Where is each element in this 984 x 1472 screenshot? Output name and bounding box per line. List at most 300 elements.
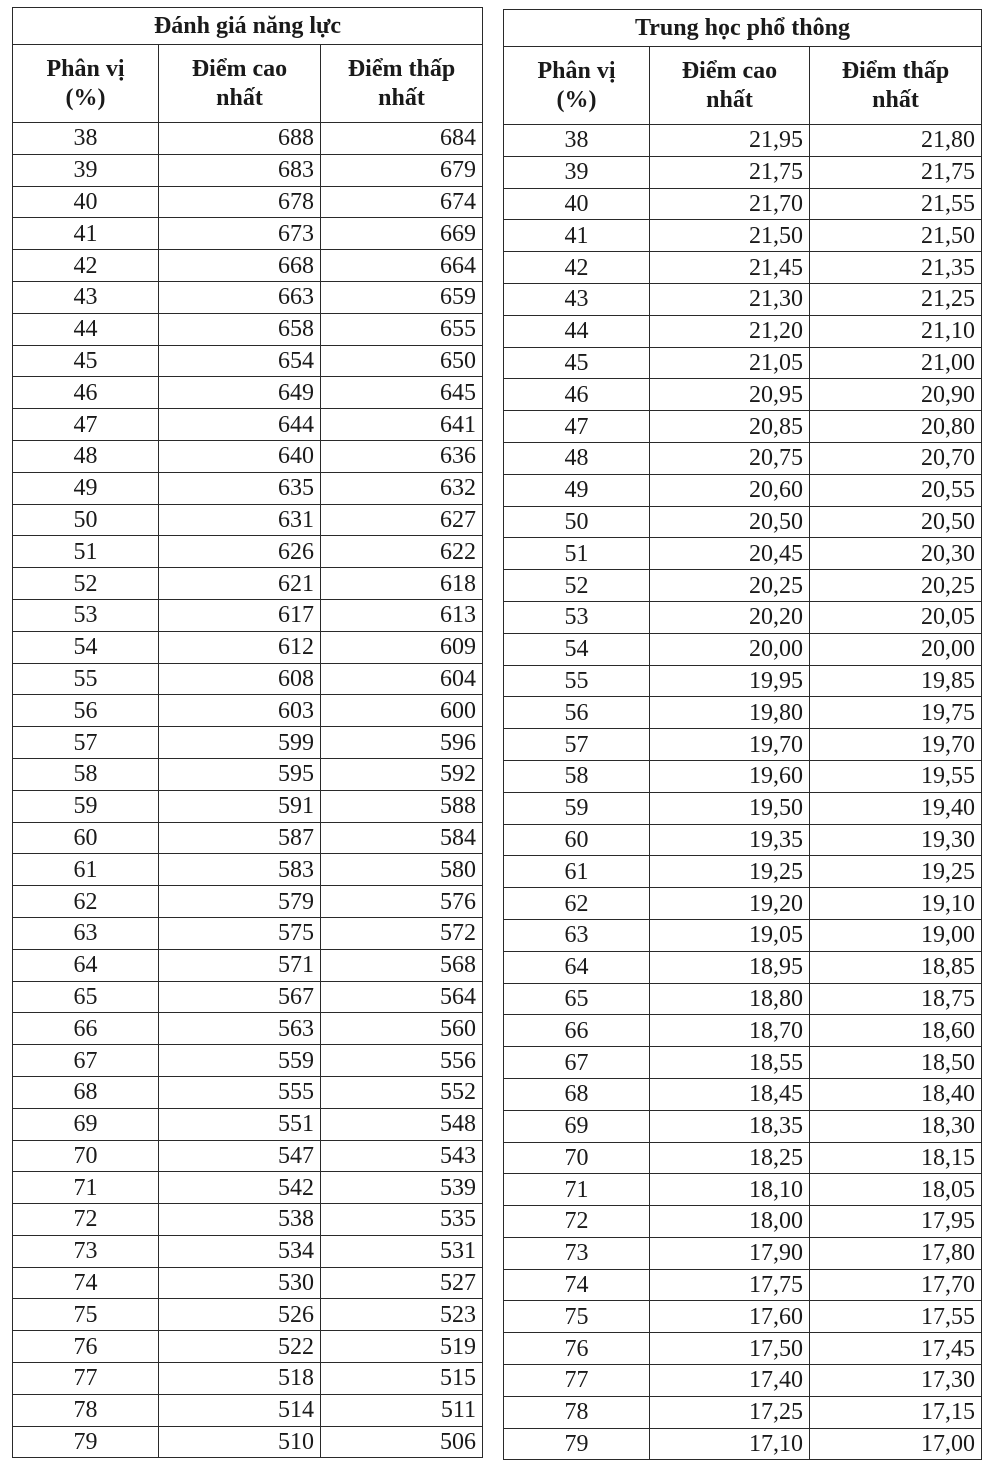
cell-diem-cao-nhat: 649 [159,377,321,409]
cell-phan-vi: 77 [13,1363,159,1395]
cell-diem-cao-nhat: 20,75 [650,442,810,474]
cell-phan-vi: 48 [13,440,159,472]
table-row [504,474,982,506]
cell-phan-vi: 50 [13,504,159,536]
cell-diem-thap-nhat: 17,80 [810,1237,982,1269]
table-row [13,790,483,822]
cell-phan-vi: 76 [13,1331,159,1363]
cell-diem-thap-nhat: 543 [321,1140,483,1172]
table-row [504,760,982,792]
cell-phan-vi: 79 [13,1426,159,1458]
table-row [13,568,483,600]
table-danh-gia-nang-luc [12,7,483,1458]
cell-diem-thap-nhat: 523 [321,1299,483,1331]
table-row [504,1333,982,1365]
cell-diem-thap-nhat: 17,70 [810,1269,982,1301]
cell-phan-vi: 39 [504,156,650,188]
cell-phan-vi: 68 [13,1076,159,1108]
cell-diem-cao-nhat: 518 [159,1363,321,1395]
cell-diem-thap-nhat: 600 [321,695,483,727]
cell-diem-cao-nhat: 595 [159,758,321,790]
cell-phan-vi: 74 [504,1269,650,1301]
cell-diem-thap-nhat: 664 [321,250,483,282]
table-row [13,1108,483,1140]
cell-diem-cao-nhat: 19,70 [650,729,810,761]
cell-phan-vi: 62 [504,888,650,920]
header-line: nhất [872,86,919,113]
cell-diem-cao-nhat: 17,75 [650,1269,810,1301]
header-line: Phân vị [537,57,616,84]
cell-phan-vi: 73 [504,1237,650,1269]
cell-diem-thap-nhat: 19,70 [810,729,982,761]
cell-diem-cao-nhat: 19,35 [650,824,810,856]
header-line: (%) [65,84,106,111]
column-header-diem-thap-nhat [321,45,483,123]
table-row [504,601,982,633]
table-row [13,599,483,631]
table-body [13,123,483,1458]
cell-diem-thap-nhat: 511 [321,1394,483,1426]
cell-diem-thap-nhat: 21,25 [810,283,982,315]
cell-diem-cao-nhat: 514 [159,1394,321,1426]
column-header-diem-cao-nhat [650,47,810,125]
cell-diem-thap-nhat: 20,50 [810,506,982,538]
table-row [13,1045,483,1077]
table-row [13,1235,483,1267]
table-row [504,729,982,761]
cell-diem-thap-nhat: 20,00 [810,633,982,665]
cell-phan-vi: 52 [504,570,650,602]
cell-diem-thap-nhat: 20,30 [810,538,982,570]
cell-diem-thap-nhat: 17,45 [810,1333,982,1365]
cell-diem-cao-nhat: 547 [159,1140,321,1172]
table-row [13,917,483,949]
cell-diem-cao-nhat: 21,30 [650,283,810,315]
cell-phan-vi: 41 [13,218,159,250]
cell-diem-thap-nhat: 18,05 [810,1174,982,1206]
cell-diem-cao-nhat: 20,60 [650,474,810,506]
cell-diem-cao-nhat: 575 [159,917,321,949]
table-row [504,983,982,1015]
cell-diem-cao-nhat: 21,05 [650,347,810,379]
cell-diem-thap-nhat: 622 [321,536,483,568]
cell-diem-thap-nhat: 527 [321,1267,483,1299]
cell-phan-vi: 50 [504,506,650,538]
cell-diem-cao-nhat: 530 [159,1267,321,1299]
cell-diem-cao-nhat: 621 [159,568,321,600]
table-row [504,379,982,411]
cell-phan-vi: 63 [13,917,159,949]
cell-diem-thap-nhat: 659 [321,281,483,313]
cell-diem-cao-nhat: 542 [159,1172,321,1204]
cell-diem-thap-nhat: 17,00 [810,1428,982,1460]
cell-diem-thap-nhat: 18,50 [810,1047,982,1079]
cell-diem-thap-nhat: 556 [321,1045,483,1077]
table-row [13,123,483,155]
cell-phan-vi: 48 [504,442,650,474]
cell-diem-cao-nhat: 683 [159,154,321,186]
cell-diem-thap-nhat: 535 [321,1204,483,1236]
table-row [13,981,483,1013]
cell-phan-vi: 39 [13,154,159,186]
table-row [504,252,982,284]
cell-phan-vi: 72 [504,1206,650,1238]
cell-diem-cao-nhat: 668 [159,250,321,282]
cell-diem-cao-nhat: 18,70 [650,1015,810,1047]
table-row [504,1269,982,1301]
cell-phan-vi: 71 [504,1174,650,1206]
table-row [504,888,982,920]
table-row [13,1363,483,1395]
table-row [13,409,483,441]
cell-diem-thap-nhat: 645 [321,377,483,409]
cell-diem-thap-nhat: 17,30 [810,1365,982,1397]
cell-phan-vi: 58 [504,760,650,792]
cell-diem-thap-nhat: 18,15 [810,1142,982,1174]
cell-diem-cao-nhat: 551 [159,1108,321,1140]
cell-phan-vi: 43 [504,283,650,315]
cell-diem-thap-nhat: 684 [321,123,483,155]
cell-diem-cao-nhat: 19,05 [650,919,810,951]
cell-diem-thap-nhat: 18,40 [810,1078,982,1110]
table-row [13,695,483,727]
table-row [504,792,982,824]
cell-phan-vi: 70 [504,1142,650,1174]
cell-diem-thap-nhat: 627 [321,504,483,536]
cell-phan-vi: 66 [13,1013,159,1045]
cell-diem-thap-nhat: 19,55 [810,760,982,792]
header-line: nhất [216,84,263,111]
table-row [504,538,982,570]
table-row [504,283,982,315]
cell-phan-vi: 64 [13,949,159,981]
column-header-phan-vi [504,47,650,125]
cell-diem-cao-nhat: 555 [159,1076,321,1108]
cell-diem-thap-nhat: 19,75 [810,697,982,729]
cell-diem-cao-nhat: 18,45 [650,1078,810,1110]
column-header-diem-thap-nhat [810,47,982,125]
table-row [13,727,483,759]
table-body [504,125,982,1460]
table-row [504,665,982,697]
cell-diem-thap-nhat: 604 [321,663,483,695]
header-line: Điểm thấp [841,57,950,84]
cell-diem-thap-nhat: 19,10 [810,888,982,920]
cell-diem-cao-nhat: 17,40 [650,1365,810,1397]
cell-diem-thap-nhat: 641 [321,409,483,441]
cell-diem-thap-nhat: 548 [321,1108,483,1140]
cell-phan-vi: 40 [504,188,650,220]
table-row [13,1140,483,1172]
table-row [13,1299,483,1331]
table-row [13,377,483,409]
table-row [13,186,483,218]
cell-diem-cao-nhat: 20,00 [650,633,810,665]
cell-phan-vi: 49 [504,474,650,506]
cell-phan-vi: 69 [504,1110,650,1142]
cell-phan-vi: 54 [13,631,159,663]
cell-diem-thap-nhat: 18,85 [810,951,982,983]
table-row [504,1015,982,1047]
cell-diem-thap-nhat: 21,50 [810,220,982,252]
header-line: nhất [378,84,425,111]
cell-phan-vi: 46 [13,377,159,409]
cell-diem-thap-nhat: 650 [321,345,483,377]
cell-phan-vi: 57 [13,727,159,759]
cell-diem-thap-nhat: 19,85 [810,665,982,697]
column-header-diem-cao-nhat [159,45,321,123]
cell-diem-thap-nhat: 21,55 [810,188,982,220]
table-row [13,1394,483,1426]
cell-phan-vi: 45 [13,345,159,377]
cell-diem-cao-nhat: 18,25 [650,1142,810,1174]
cell-phan-vi: 44 [13,313,159,345]
cell-phan-vi: 43 [13,281,159,313]
cell-diem-thap-nhat: 539 [321,1172,483,1204]
table-row [504,125,982,157]
cell-phan-vi: 71 [13,1172,159,1204]
table-row [504,1301,982,1333]
table-row [13,1267,483,1299]
cell-phan-vi: 77 [504,1365,650,1397]
cell-diem-thap-nhat: 19,30 [810,824,982,856]
cell-diem-cao-nhat: 587 [159,822,321,854]
cell-phan-vi: 66 [504,1015,650,1047]
cell-phan-vi: 69 [13,1108,159,1140]
cell-diem-cao-nhat: 17,25 [650,1396,810,1428]
table-row [13,345,483,377]
cell-diem-cao-nhat: 21,75 [650,156,810,188]
table-row [13,949,483,981]
cell-diem-thap-nhat: 506 [321,1426,483,1458]
table-row [13,281,483,313]
cell-diem-thap-nhat: 20,90 [810,379,982,411]
table-row [13,631,483,663]
cell-phan-vi: 53 [13,599,159,631]
cell-diem-thap-nhat: 632 [321,472,483,504]
cell-diem-thap-nhat: 21,00 [810,347,982,379]
cell-diem-thap-nhat: 20,55 [810,474,982,506]
cell-diem-thap-nhat: 572 [321,917,483,949]
cell-phan-vi: 59 [504,792,650,824]
header-line: Điểm cao [191,55,288,82]
table-row [504,1396,982,1428]
cell-diem-cao-nhat: 17,60 [650,1301,810,1333]
cell-diem-thap-nhat: 552 [321,1076,483,1108]
cell-diem-cao-nhat: 21,50 [650,220,810,252]
cell-diem-cao-nhat: 19,50 [650,792,810,824]
cell-diem-thap-nhat: 21,75 [810,156,982,188]
cell-diem-thap-nhat: 17,95 [810,1206,982,1238]
table-row [504,1078,982,1110]
table-caption: Đánh giá năng lực [13,8,483,45]
cell-phan-vi: 38 [13,123,159,155]
cell-diem-thap-nhat: 588 [321,790,483,822]
cell-phan-vi: 63 [504,919,650,951]
cell-phan-vi: 65 [13,981,159,1013]
cell-phan-vi: 70 [13,1140,159,1172]
cell-phan-vi: 40 [13,186,159,218]
cell-phan-vi: 62 [13,886,159,918]
cell-diem-cao-nhat: 19,20 [650,888,810,920]
cell-diem-cao-nhat: 19,60 [650,760,810,792]
cell-phan-vi: 60 [13,822,159,854]
cell-diem-thap-nhat: 18,75 [810,983,982,1015]
table-row [13,886,483,918]
cell-phan-vi: 49 [13,472,159,504]
cell-diem-cao-nhat: 640 [159,440,321,472]
table-row [504,919,982,951]
cell-phan-vi: 51 [504,538,650,570]
cell-diem-thap-nhat: 618 [321,568,483,600]
cell-diem-cao-nhat: 17,10 [650,1428,810,1460]
table-row [504,347,982,379]
cell-diem-cao-nhat: 538 [159,1204,321,1236]
table-row [13,822,483,854]
cell-diem-cao-nhat: 571 [159,949,321,981]
table-row [504,1206,982,1238]
cell-diem-cao-nhat: 678 [159,186,321,218]
cell-diem-cao-nhat: 20,45 [650,538,810,570]
cell-phan-vi: 68 [504,1078,650,1110]
table-caption: Trung học phổ thông [504,10,982,47]
cell-diem-cao-nhat: 658 [159,313,321,345]
cell-diem-cao-nhat: 20,25 [650,570,810,602]
cell-diem-cao-nhat: 591 [159,790,321,822]
cell-phan-vi: 60 [504,824,650,856]
table-row [13,1013,483,1045]
cell-phan-vi: 75 [504,1301,650,1333]
table-row [13,758,483,790]
cell-diem-thap-nhat: 21,10 [810,315,982,347]
table-row [504,856,982,888]
cell-phan-vi: 57 [504,729,650,761]
cell-diem-cao-nhat: 18,80 [650,983,810,1015]
table-row [13,440,483,472]
cell-phan-vi: 47 [13,409,159,441]
table-row [13,663,483,695]
cell-phan-vi: 42 [13,250,159,282]
cell-diem-thap-nhat: 669 [321,218,483,250]
cell-phan-vi: 55 [13,663,159,695]
cell-diem-thap-nhat: 17,15 [810,1396,982,1428]
cell-diem-thap-nhat: 674 [321,186,483,218]
cell-phan-vi: 53 [504,601,650,633]
cell-phan-vi: 47 [504,411,650,443]
cell-diem-thap-nhat: 679 [321,154,483,186]
cell-diem-cao-nhat: 18,00 [650,1206,810,1238]
cell-phan-vi: 73 [13,1235,159,1267]
cell-diem-cao-nhat: 20,50 [650,506,810,538]
header-line: Điểm thấp [347,55,456,82]
cell-diem-thap-nhat: 19,00 [810,919,982,951]
table-row [504,1047,982,1079]
cell-phan-vi: 55 [504,665,650,697]
cell-diem-cao-nhat: 17,50 [650,1333,810,1365]
cell-phan-vi: 67 [13,1045,159,1077]
table-row [13,854,483,886]
cell-diem-thap-nhat: 18,30 [810,1110,982,1142]
cell-phan-vi: 52 [13,568,159,600]
cell-diem-cao-nhat: 673 [159,218,321,250]
cell-diem-cao-nhat: 612 [159,631,321,663]
cell-diem-thap-nhat: 560 [321,1013,483,1045]
cell-phan-vi: 79 [504,1428,650,1460]
cell-diem-cao-nhat: 18,55 [650,1047,810,1079]
cell-diem-cao-nhat: 608 [159,663,321,695]
table-row [504,1174,982,1206]
table-row [504,442,982,474]
header-line: Phân vị [46,55,125,82]
cell-diem-cao-nhat: 617 [159,599,321,631]
cell-diem-cao-nhat: 583 [159,854,321,886]
cell-phan-vi: 72 [13,1204,159,1236]
cell-diem-cao-nhat: 20,95 [650,379,810,411]
cell-diem-cao-nhat: 567 [159,981,321,1013]
cell-diem-cao-nhat: 20,20 [650,601,810,633]
cell-diem-cao-nhat: 644 [159,409,321,441]
cell-diem-thap-nhat: 636 [321,440,483,472]
table-row [504,411,982,443]
cell-diem-thap-nhat: 609 [321,631,483,663]
cell-phan-vi: 58 [13,758,159,790]
table-row [13,504,483,536]
cell-diem-thap-nhat: 596 [321,727,483,759]
cell-diem-thap-nhat: 592 [321,758,483,790]
table-row [504,1365,982,1397]
cell-phan-vi: 44 [504,315,650,347]
table-row [13,1076,483,1108]
cell-diem-cao-nhat: 559 [159,1045,321,1077]
table-row [13,1204,483,1236]
cell-diem-cao-nhat: 21,45 [650,252,810,284]
cell-diem-thap-nhat: 580 [321,854,483,886]
cell-diem-cao-nhat: 19,25 [650,856,810,888]
cell-phan-vi: 41 [504,220,650,252]
cell-diem-cao-nhat: 17,90 [650,1237,810,1269]
cell-diem-thap-nhat: 515 [321,1363,483,1395]
cell-diem-cao-nhat: 19,80 [650,697,810,729]
cell-diem-thap-nhat: 613 [321,599,483,631]
table-row [504,220,982,252]
cell-phan-vi: 76 [504,1333,650,1365]
cell-diem-thap-nhat: 531 [321,1235,483,1267]
cell-diem-cao-nhat: 534 [159,1235,321,1267]
cell-diem-thap-nhat: 655 [321,313,483,345]
cell-diem-thap-nhat: 20,70 [810,442,982,474]
cell-diem-thap-nhat: 519 [321,1331,483,1363]
cell-phan-vi: 67 [504,1047,650,1079]
table-row [504,697,982,729]
cell-diem-thap-nhat: 20,25 [810,570,982,602]
cell-diem-cao-nhat: 626 [159,536,321,568]
cell-phan-vi: 56 [13,695,159,727]
table-row [504,570,982,602]
table-row [504,315,982,347]
cell-diem-thap-nhat: 584 [321,822,483,854]
column-header-phan-vi [13,45,159,123]
table-row [504,1142,982,1174]
table-row [13,218,483,250]
table-row [13,536,483,568]
cell-diem-thap-nhat: 17,55 [810,1301,982,1333]
table-row [504,188,982,220]
cell-diem-cao-nhat: 603 [159,695,321,727]
cell-phan-vi: 78 [13,1394,159,1426]
header-line: nhất [706,86,753,113]
table-row [504,824,982,856]
cell-phan-vi: 42 [504,252,650,284]
